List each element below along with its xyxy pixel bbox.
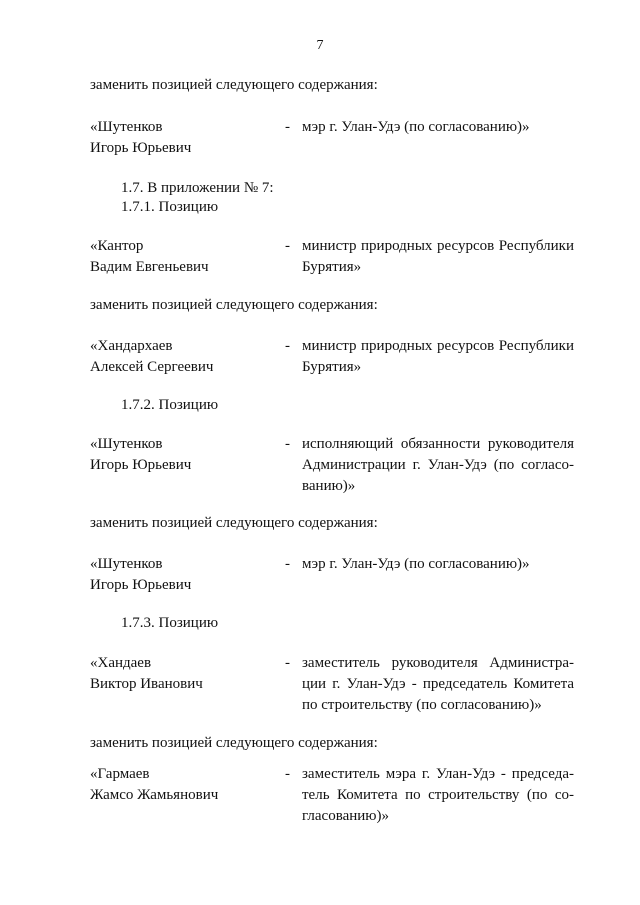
- given-names: Вадим Евгеньевич: [90, 259, 209, 275]
- subsection-heading: 1.7.2. Позицию: [121, 397, 219, 413]
- position-description: [302, 336, 574, 378]
- person-name: [90, 117, 280, 159]
- replace-line: заменить позицией следующего содержания:: [90, 515, 378, 531]
- description-line: по строительству (по согласованию)»: [302, 697, 542, 713]
- description-line: ции г. Улан-Удэ - председатель Комитета: [302, 676, 574, 692]
- description-line: министр природных ресурсов Республики: [302, 338, 574, 354]
- dash: -: [285, 238, 290, 254]
- dash: -: [285, 766, 290, 782]
- surname: «Шутенков: [90, 556, 163, 572]
- position-entry: [90, 434, 576, 514]
- description-line: заместитель мэра г. Улан-Удэ - председа-: [302, 766, 574, 782]
- given-names: Игорь Юрьевич: [90, 457, 192, 473]
- dash: -: [285, 655, 290, 671]
- description-line: Администрации г. Улан-Удэ (по согласо-: [302, 457, 574, 473]
- description-line: министр природных ресурсов Республики: [302, 238, 574, 254]
- surname: «Шутенков: [90, 119, 163, 135]
- surname: «Кантор: [90, 238, 144, 254]
- description-line: мэр г. Улан-Удэ (по согласованию)»: [302, 119, 530, 135]
- replace-line: заменить позицией следующего содержания:: [90, 297, 378, 313]
- description-line: ванию)»: [302, 478, 356, 494]
- position-entry: [90, 764, 576, 844]
- surname: «Гармаев: [90, 766, 150, 782]
- dash: -: [285, 556, 290, 572]
- position-description: [302, 236, 574, 278]
- dash: -: [285, 436, 290, 452]
- description-line: Бурятия»: [302, 359, 362, 375]
- person-name: [90, 236, 280, 278]
- description-line: гласованию)»: [302, 808, 389, 824]
- person-name: [90, 434, 280, 476]
- given-names: Жамсо Жамьянович: [90, 787, 219, 803]
- position-description: [302, 653, 574, 716]
- section-heading: 1.7. В приложении № 7:: [121, 180, 274, 196]
- description-line: мэр г. Улан-Удэ (по согласованию)»: [302, 556, 530, 572]
- given-names: Игорь Юрьевич: [90, 140, 192, 156]
- dash: -: [285, 119, 290, 135]
- surname: «Шутенков: [90, 436, 163, 452]
- position-description: [302, 117, 574, 138]
- position-description: [302, 554, 574, 575]
- description-line: исполняющий обязанности руководителя: [302, 436, 574, 452]
- person-name: [90, 653, 280, 695]
- replace-line: заменить позицией следующего содержания:: [90, 77, 378, 93]
- description-line: Бурятия»: [302, 259, 362, 275]
- given-names: Алексей Сергеевич: [90, 359, 214, 375]
- replace-line: заменить позицией следующего содержания:: [90, 735, 378, 751]
- position-entry: [90, 653, 576, 733]
- position-description: [302, 764, 574, 827]
- given-names: Виктор Иванович: [90, 676, 203, 692]
- surname: «Хандархаев: [90, 338, 173, 354]
- person-name: [90, 336, 280, 378]
- dash: -: [285, 338, 290, 354]
- description-line: заместитель руководителя Администра-: [302, 655, 574, 671]
- description-line: тель Комитета по строительству (по со-: [302, 787, 574, 803]
- given-names: Игорь Юрьевич: [90, 577, 192, 593]
- person-name: [90, 764, 280, 806]
- surname: «Хандаев: [90, 655, 152, 671]
- person-name: [90, 554, 280, 596]
- subsection-heading: 1.7.3. Позицию: [121, 615, 219, 631]
- page-number: 7: [316, 38, 324, 53]
- subsection-heading: 1.7.1. Позицию: [121, 199, 219, 215]
- position-description: [302, 434, 574, 497]
